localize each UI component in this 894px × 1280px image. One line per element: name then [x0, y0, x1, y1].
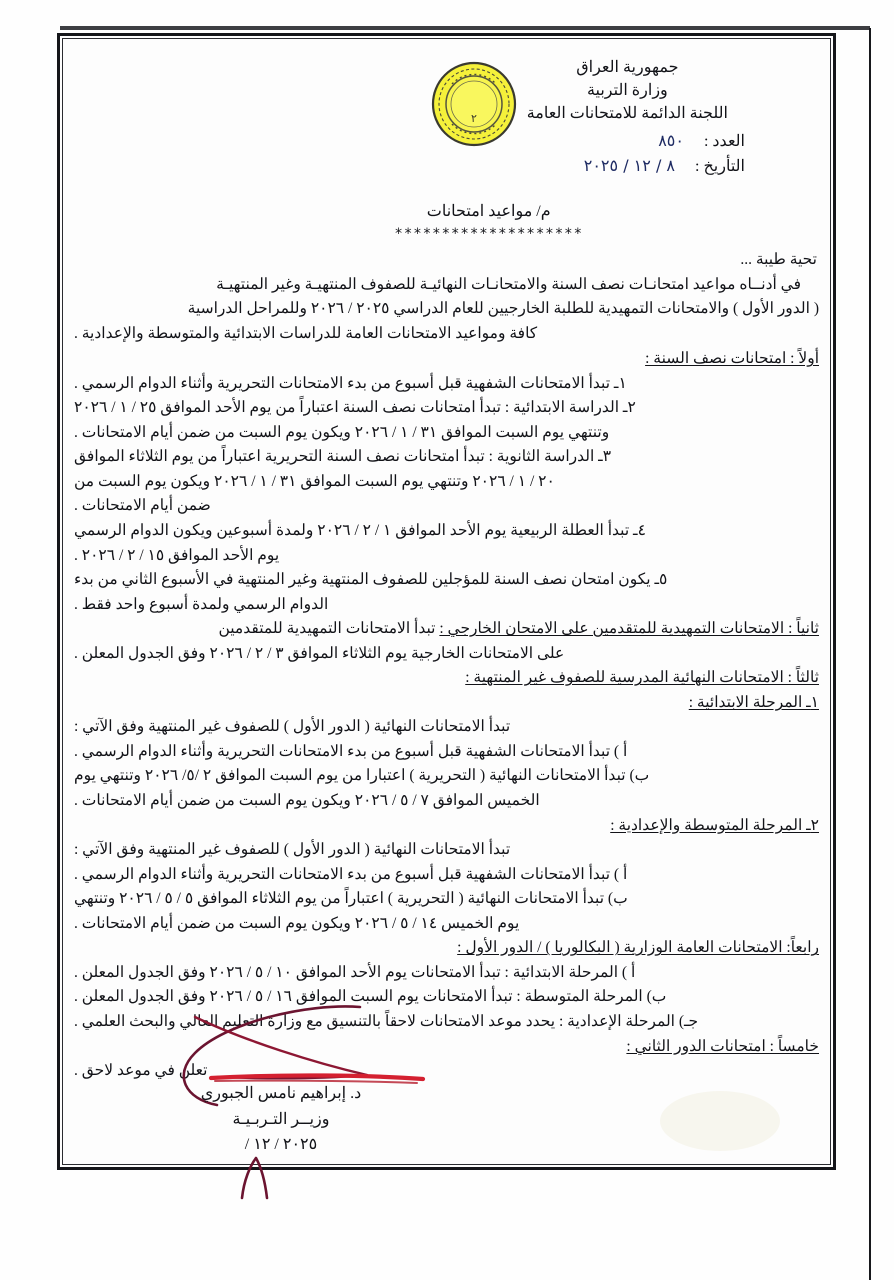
item-3-2-b-line-1: ب) تبدأ الامتحانات النهائية ( التحريرية ) اعتباراً من يوم الثلاثاء الموافق ٥ / ٥ / ٢٠٢٦ وتنتهي — [74, 890, 628, 908]
item-3-1-a-line-1: أ ) تبدأ الامتحانات الشفهية قبل أسبوع من بدء الامتحانات التحريرية وأثناء الدوام الرسمي . — [74, 742, 628, 760]
reference-date-row — [584, 154, 745, 179]
subject-line: م/ مواعيد امتحانات — [426, 203, 551, 220]
item-3-1-b-line-2: الخميس الموافق ٧ / ٥ / ٢٠٢٦ ويكون يوم السبت من ضمن أيام الامتحانات . — [74, 792, 540, 810]
handwritten-date-digit — [232, 1154, 278, 1200]
subsection-primary-lead: تبدأ الامتحانات النهائية ( الدور الأول ) للصفوف غير المنتهية وفق الآتي : — [74, 718, 511, 736]
scan-smudge — [660, 1091, 780, 1151]
letterhead-country: جمهورية العراق — [576, 59, 679, 76]
letterhead-ministry: وزارة التربية — [586, 82, 668, 100]
section-fifth-heading — [74, 1035, 819, 1059]
subject-star-divider: ******************** — [394, 226, 583, 242]
item-1-1-line-1: ١ـ تبدأ الامتحانات الشفهية قبل أسبوع من بدء الامتحانات التحريرية وأثناء الدوام الرسمي . — [74, 374, 627, 392]
item-4-a-line-1: أ ) المرحلة الابتدائية : تبدأ الامتحانات يوم الأحد الموافق ١٠ / ٥ / ٢٠٢٦ وفق الجدول المعلن . — [74, 963, 636, 981]
official-seal — [428, 58, 520, 150]
document-frame — [57, 33, 836, 1170]
reference-date-value: ٨ / ١٢ / ٢٠٢٥ — [583, 156, 676, 175]
reference-number-label: العدد : — [703, 133, 745, 150]
signatory-title: وزيــر التـربـيـة — [232, 1110, 330, 1128]
subsection-intermediate-heading-text: ٢ـ المرحلة المتوسطة والإعدادية : — [610, 816, 819, 834]
intro-line-3: كافة ومواعيد الامتحانات العامة للدراسات الابتدائية والمتوسطة والإعدادية . — [74, 324, 538, 342]
subsection-primary-heading — [74, 691, 819, 715]
section-third-heading-text: ثالثاً : الامتحانات النهائية المدرسية للصفوف غير المنتهية : — [465, 669, 819, 687]
letter-body — [74, 248, 819, 1084]
item-1-5-line-1: ٥ـ يكون امتحان نصف السنة للمؤجلين للصفوف المنتهية وغير المنتهية في الأسبوع الثاني من بدء — [74, 571, 668, 589]
item-4-c-line-1: جـ) المرحلة الإعدادية : يحدد موعد الامتحانات لاحقاً بالتنسيق مع وزارة التعليم العالي والبحث العلمي . — [74, 1012, 699, 1030]
signature-date: ٢٠٢٥ / ١٢ / — [244, 1136, 318, 1154]
item-4-b-line-1: ب) المرحلة المتوسطة : تبدأ الامتحانات يوم السبت الموافق ١٦ / ٥ / ٢٠٢٦ وفق الجدول المعلن . — [74, 988, 667, 1006]
item-3-2-b-line-2: يوم الخميس ١٤ / ٥ / ٢٠٢٦ ويكون يوم السبت من ضمن أيام الامتحانات . — [74, 914, 520, 932]
reference-number-row — [584, 129, 745, 154]
reference-number-value: ٨٥٠ — [658, 131, 684, 150]
item-1-5-line-2: الدوام الرسمي ولمدة أسبوع واحد فقط . — [74, 595, 329, 613]
intro-line-2: ( الدور الأول ) والامتحانات التمهيدية للطلبة الخارجيين للعام الدراسي ٢٠٢٥ / ٢٠٢٦ وللمراحل الدراسية — [187, 300, 819, 318]
item-3-2-a-line-1: أ ) تبدأ الامتحانات الشفهية قبل أسبوع من بدء الامتحانات التحريرية وأثناء الدوام الرسمي . — [74, 865, 628, 883]
item-1-3-line-1: ٣ـ الدراسة الثانوية : تبدأ امتحانات نصف السنة التحريرية اعتباراً من يوم الثلاثاء الموافق — [74, 448, 612, 466]
section-fourth-heading — [74, 936, 819, 960]
letterhead-committee: اللجنة الدائمة للامتحانات العامة — [526, 105, 728, 123]
item-1-2-line-1: ٢ـ الدراسة الابتدائية : تبدأ امتحانات نصف السنة اعتباراً من يوم الأحد الموافق ٢٥ / ١ / ٢٠٢٦ — [74, 399, 636, 417]
greeting-line: تحية طيبة ... — [740, 251, 817, 268]
item-1-4-line-1: ٤ـ تبدأ العطلة الربيعية يوم الأحد الموافق ١ / ٢ / ٢٠٢٦ ولمدة أسبوعين ويكون الدوام الرسمي — [74, 522, 646, 540]
subsection-intermediate-heading — [74, 814, 819, 838]
scan-artifact-right-edge — [869, 28, 871, 1280]
letterhead — [527, 56, 728, 126]
section-second-heading-rest: تبدأ الامتحانات التمهيدية للمتقدمين — [218, 620, 440, 638]
section-third-heading — [74, 666, 819, 690]
scan-artifact-top — [60, 26, 870, 30]
item-2-1-line-1: على الامتحانات الخارجية يوم الثلاثاء الموافق ٣ / ٢ / ٢٠٢٦ وفق الجدول المعلن . — [74, 644, 565, 662]
section-first-heading-text: أولاً : امتحانات نصف السنة : — [645, 350, 819, 368]
intro-line-1: في أدنــاه مواعيد امتحانـات نصف السنة والامتحانـات النهائيـة للصفوف المنتهيـة وغير المنتهيـة — [216, 275, 801, 293]
item-1-3-line-2: ٢٠ / ١ / ٢٠٢٦ وتنتهي يوم السبت الموافق ٣١ / ١ / ٢٠٢٦ ويكون يوم السبت من — [74, 472, 555, 490]
signature-block — [156, 1081, 406, 1158]
item-1-3-line-3: ضمن أيام الامتحانات . — [74, 497, 211, 515]
section-fourth-heading-text: رابعاً: الامتحانات العامة الوزارية ( البكالوريا ) / الدور الأول : — [457, 939, 819, 957]
section-second-heading — [74, 617, 819, 641]
item-3-1-b-line-1: ب) تبدأ الامتحانات النهائية ( التحريرية ) اعتبارا من يوم السبت الموافق ٢ /٥/ ٢٠٢٦ وتنتهي يوم — [74, 767, 650, 785]
section-first-heading — [74, 347, 819, 371]
document-content — [60, 36, 833, 1167]
item-1-4-line-2: يوم الأحد الموافق ١٥ / ٢ / ٢٠٢٦ . — [74, 546, 280, 564]
reference-block — [584, 129, 745, 179]
reference-date-label: التأريخ : — [695, 158, 745, 175]
subject-block — [394, 200, 583, 245]
svg-text:٢: ٢ — [471, 112, 477, 125]
section-second-heading-text: ثانياً : الامتحانات التمهيدية للمتقدمين على الامتحان الخارجي : — [439, 620, 819, 638]
signatory-name: د. إبراهيم نامس الجبوري — [200, 1085, 362, 1102]
item-5-1-line-1: تعلن في موعد لاحق . — [74, 1062, 208, 1080]
subsection-intermediate-lead: تبدأ الامتحانات النهائية ( الدور الأول ) للصفوف غير المنتهية وفق الآتي : — [74, 841, 511, 859]
subsection-primary-heading-text: ١ـ المرحلة الابتدائية : — [688, 693, 819, 711]
item-1-2-line-2: وتنتهي يوم السبت الموافق ٣١ / ١ / ٢٠٢٦ ويكون يوم السبت من ضمن أيام الامتحانات . — [74, 423, 610, 441]
section-fifth-heading-text: خامساً : امتحانات الدور الثاني : — [626, 1037, 819, 1055]
